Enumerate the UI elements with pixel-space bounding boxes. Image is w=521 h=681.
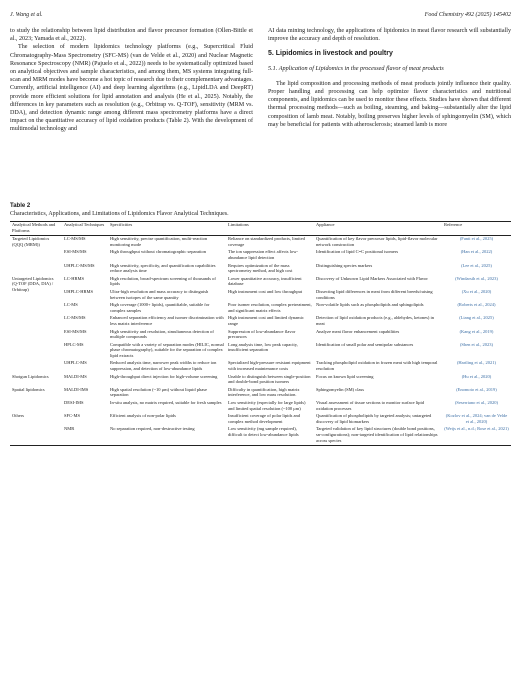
techniques-table <box>10 222 511 444</box>
table-cell: Visual assessment of tissue sections to monitor surface lipid oxidation processes <box>316 400 424 411</box>
table-header-cell: Reference <box>444 222 463 227</box>
reference-cell: (Enomoto et al., 2019) <box>456 386 497 392</box>
table-cell: Analyze meat flavor enhancement capabilities <box>316 328 400 334</box>
table-header-rule <box>10 235 511 236</box>
category-cell: Targeted Lipidomics (QQQ (MRM)) <box>12 236 50 247</box>
table-cell: High sensitivity, precise quantification, multi-reaction monitoring mode <box>110 236 208 247</box>
table-cell: MALDI-IMS <box>64 386 89 392</box>
reference-cell: (Han et al., 2022) <box>460 249 493 255</box>
table-cell: Identification of small polar and semipolar substances <box>316 341 414 347</box>
table-cell: Insufficient coverage of polar lipids and complex method development <box>228 413 301 424</box>
table-cell: Sphingomyelin (SM) class <box>316 386 364 392</box>
table-cell: DESI-IMS <box>64 400 84 406</box>
table-header-row <box>10 222 511 235</box>
table-cell: Discovery of Unknown Lipid Markers Associated with Flavor <box>316 275 428 281</box>
reference-cell: (Shen et al., 2023) <box>459 341 494 347</box>
table-cell: Requires optimization of the mass spectrometry method, and high cost <box>228 262 293 274</box>
table-cell: LC-MS <box>64 302 78 308</box>
table-header-cell: Limitations <box>228 222 249 227</box>
table-cell: No separation required, non-destructive testing <box>110 426 195 432</box>
table-row <box>10 248 511 261</box>
table-cell: High sensitivity and resolution, simultaneous detection of multiple compounds <box>110 328 214 340</box>
table-cell: SFC-MS <box>64 413 81 419</box>
reference-cell: (Kozlov et al., 2024; van de Velde et al., 2020) <box>445 413 508 424</box>
table-cell: Reduced analysis time, narrower peak widths to reduce ion suppression, and detection of low-abundance lipids <box>110 360 217 372</box>
table-cell: ESI-MS/MS <box>64 328 87 334</box>
table-cell: High sensitivity, specificity, and quantification capabilities reduce analysis time <box>110 262 216 274</box>
reference-cell: (Fanti et al., 2025) <box>459 236 494 242</box>
table-cell: Efficient analysis of non-polar lipids <box>110 413 176 419</box>
table-cell: In-situ analysis, no matrix required, suitable for fresh samples <box>110 400 222 406</box>
table-cell: NMR <box>64 426 75 432</box>
left-paragraph-2: The selection of modern lipidomics technology platforms (e.g., Supercritical Fluid Chromatography-Mass Spectrometry (SFC-MS) (van de Velde et al., 2020) and Nuclear Magnetic Resonance Spectroscopy (NMR) (Pajuelo et al., 2022)) needs to be systematically optimized based on analytical objectives and sample characteristics, and among them, MS systems integrating full-scan and MRM modes have become a hot topic of research due to their complementary advantages. Currently, artificial intelligence (AI) and deep learning algorithms (e.g., LipidLDA and DeepRT) provide more efficient solutions for lipid annotation and analysis (He et al., 2025). Notably, the differences in key parameters such as resolution (e.g., Orbitrap vs. Q-TOF), sensitivity (MRM vs. DDA), and detection dynamic range among different mass spectrometry platforms have a direct impact on the quantitative accuracy of lipid oxidation products (Table 2). With the development of multimodal technology and <box>10 44 253 133</box>
table-cell: High-throughput direct injection for high-volume screening <box>110 373 218 379</box>
table-cell: LC-MS/MS <box>64 315 86 321</box>
table-row <box>10 314 511 327</box>
reference-cell: (Lee et al., 2025) <box>461 262 492 268</box>
reference-cell: (Xu et al., 2020) <box>461 288 492 294</box>
table-cell: Distinguishing species markers <box>316 262 373 268</box>
table-cell: HPLC-MS <box>64 341 84 347</box>
category-cell: Shotgun Lipidomics <box>12 373 49 379</box>
table-cell: High spatial resolution (~10 μm) without liquid phase separation <box>110 386 207 398</box>
table-row <box>10 359 511 372</box>
category-cell: Spatial lipidomics <box>12 386 45 392</box>
reference-cell: (Liang et al., 2025) <box>459 315 494 321</box>
table-cell: Ultra-high resolution and mass accuracy to distinguish between isotopes of the same quantity <box>110 288 209 300</box>
table-row <box>10 235 511 248</box>
table-cell: Difficulty in quantification, high matrix interference, and low mass resolution. <box>228 386 300 398</box>
table-cell: Specialized high-pressure resistant equipment with increased maintenance costs <box>228 360 311 372</box>
right-column <box>268 27 511 129</box>
table-bottom-rule <box>10 445 511 446</box>
table-cell: Lower quantitative accuracy, insufficient database <box>228 275 302 287</box>
reference-cell: (Hartling et al., 2021) <box>456 360 497 366</box>
reference-cell: (Weijs et al., n.d.; Rose et al., 2021) <box>444 426 509 432</box>
table-cell: ESI-MS/MS <box>64 249 87 255</box>
table-cell: The ion suppression effect affects low-abundance lipid detection <box>228 249 298 260</box>
table-row <box>10 386 511 399</box>
header-authors: J. Wang et al. <box>10 12 43 18</box>
table-cell: High coverage (1000+ lipids), quantifiable, suitable for complex samples <box>110 302 210 313</box>
table-row <box>10 262 511 275</box>
table-row <box>10 301 511 314</box>
table-row <box>10 412 511 425</box>
left-paragraph-1: to study the relationship between lipid distribution and flavor precursor formation (Ollen-Bittle et al., 2023; Yamada et al., 2022). <box>10 28 253 43</box>
table-heading <box>10 203 229 218</box>
reference-cell: (Hu et al., 2020) <box>461 373 492 379</box>
table-cell: High instrument cost and low throughput <box>228 288 303 294</box>
table-caption: Characteristics, Applications, and Limitations of Lipidomics Flavor Analytical Techniques. <box>10 210 229 217</box>
category-cell: Untargeted Lipidomics (Q-TOF (DDA, DIA) / Orbitrap) <box>12 275 54 292</box>
table-cell: Tracking phospholipid oxidation in frozen meat with high temporal resolution <box>316 360 438 372</box>
table-row <box>10 373 511 386</box>
table-cell: LC-MS/MS <box>64 236 86 242</box>
table-row <box>10 328 511 341</box>
table-cell: Long analysis time, low peak capacity, insufficient separation <box>228 341 298 353</box>
table-cell: High instrument cost and limited dynamic range <box>228 315 304 326</box>
table-header-cell: Analytical Methods and Platforms <box>12 222 56 233</box>
running-header <box>10 12 511 22</box>
table-cell: Poor isomer resolution, complex pretreatment, and significant matrix effects <box>228 302 312 313</box>
table-cell: High resolution, broad-spectrum screening of thousands of lipids <box>110 275 216 287</box>
table-cell: Dissecting lipid differences in meat from different breeds/raising conditions <box>316 288 433 300</box>
reference-cell: (Windarsih et al., 2023) <box>455 275 498 281</box>
table-cell: Identification of lipid C=C positional isomers <box>316 249 399 255</box>
table-cell: High throughput without chromatographic separation <box>110 249 206 255</box>
table-cell: UHPLC-HRMS <box>64 288 94 294</box>
reference-cell: (Kang et al., 2019) <box>459 328 494 334</box>
table-cell: UHPLC-MS/MS <box>64 262 95 268</box>
section-title: 5. Lipidomics in livestock and poultry <box>268 50 393 58</box>
table-cell: Non-volatile lipids such as phospholipids and sphingolipids <box>316 302 424 308</box>
reference-cell: (Roberts et al., 2024) <box>457 302 496 308</box>
right-paragraph-2: The lipid composition and processing methods of meat products jointly influence their quality. Proper handling and processing can help optimize flavor characteristics and nutritional components, and lipidomics can be used to monitor these effects. Studies have shown that different thermal processing methods—such as boiling, steaming, and baking—substantially alter the lipid composition of lamb meat. Notably, boiling preserves higher levels of sphingomyelin (SM), which may be beneficial for patients with atherosclerosis; steamed lamb is more <box>268 80 511 128</box>
table-cell: Suppression of low-abundance flavor precursors <box>228 328 296 340</box>
table-cell: Focus on known lipid screening <box>316 373 374 379</box>
header-journal: Food Chemistry 492 (2025) 145402 <box>424 12 511 18</box>
table-row <box>10 341 511 360</box>
table-cell: Compatible with a variety of separation modes (HILIC, normal phase chromatography), suitable for the separation of complex lipid extracts <box>110 341 224 358</box>
table-cell: MALDI-MS <box>64 373 87 379</box>
table-cell: LC-HRMS <box>64 275 85 281</box>
table-header-cell: Analytical Techniques <box>64 222 105 227</box>
table-body <box>10 235 511 444</box>
table-label: Table 2 <box>10 203 31 209</box>
reference-cell: (Seserriano et al., 2020) <box>454 400 499 406</box>
right-paragraph-1: AI data mining technology, the applications of lipidomics in meat flavor research will substantially improve the accuracy and depth of resolution. <box>268 28 511 43</box>
table-cell: Low sensitivity (especially for large lipids) and limited spatial resolution (~100 μm) <box>228 400 306 411</box>
table-header-cell: Appliance <box>316 222 335 227</box>
left-column <box>10 27 253 134</box>
table-cell: Quantification of phospholipids by targeted analysis; untargeted discovery of lipid biomarkers <box>316 413 432 424</box>
table-cell: Unable to distinguish between single-position and double-bond position isomers <box>228 373 311 385</box>
subsection-title: 5.1. Application of Lipidomics in the processed flavor of meat products <box>268 64 444 72</box>
table-header-cell: Specificities <box>110 222 133 227</box>
table-cell: Quantification of key flavor precursor lipids, lipid-flavor molecular network construction <box>316 236 438 247</box>
table-cell: Reliance on standardized products, limited coverage <box>228 236 305 247</box>
table-cell: Enhanced separation efficiency and isomer discrimination with less matrix interference <box>110 315 224 326</box>
category-cell: Others <box>12 413 24 419</box>
table-row <box>10 288 511 301</box>
table-row <box>10 425 511 444</box>
table-cell: Detection of lipid oxidation products (e.g., aldehydes, ketones) in meat <box>316 315 434 326</box>
table-cell: UHPLC-MS <box>64 360 87 366</box>
table-row <box>10 399 511 412</box>
table-row <box>10 275 511 288</box>
table-cell: Low sensitivity (mg sample required), difficult to detect low-abundance lipids <box>228 426 299 437</box>
table-cell: Targeted validation of key lipid structures (double bond positions, sn-configurations); non-targeted identification of lipid relationships across species <box>316 426 438 443</box>
